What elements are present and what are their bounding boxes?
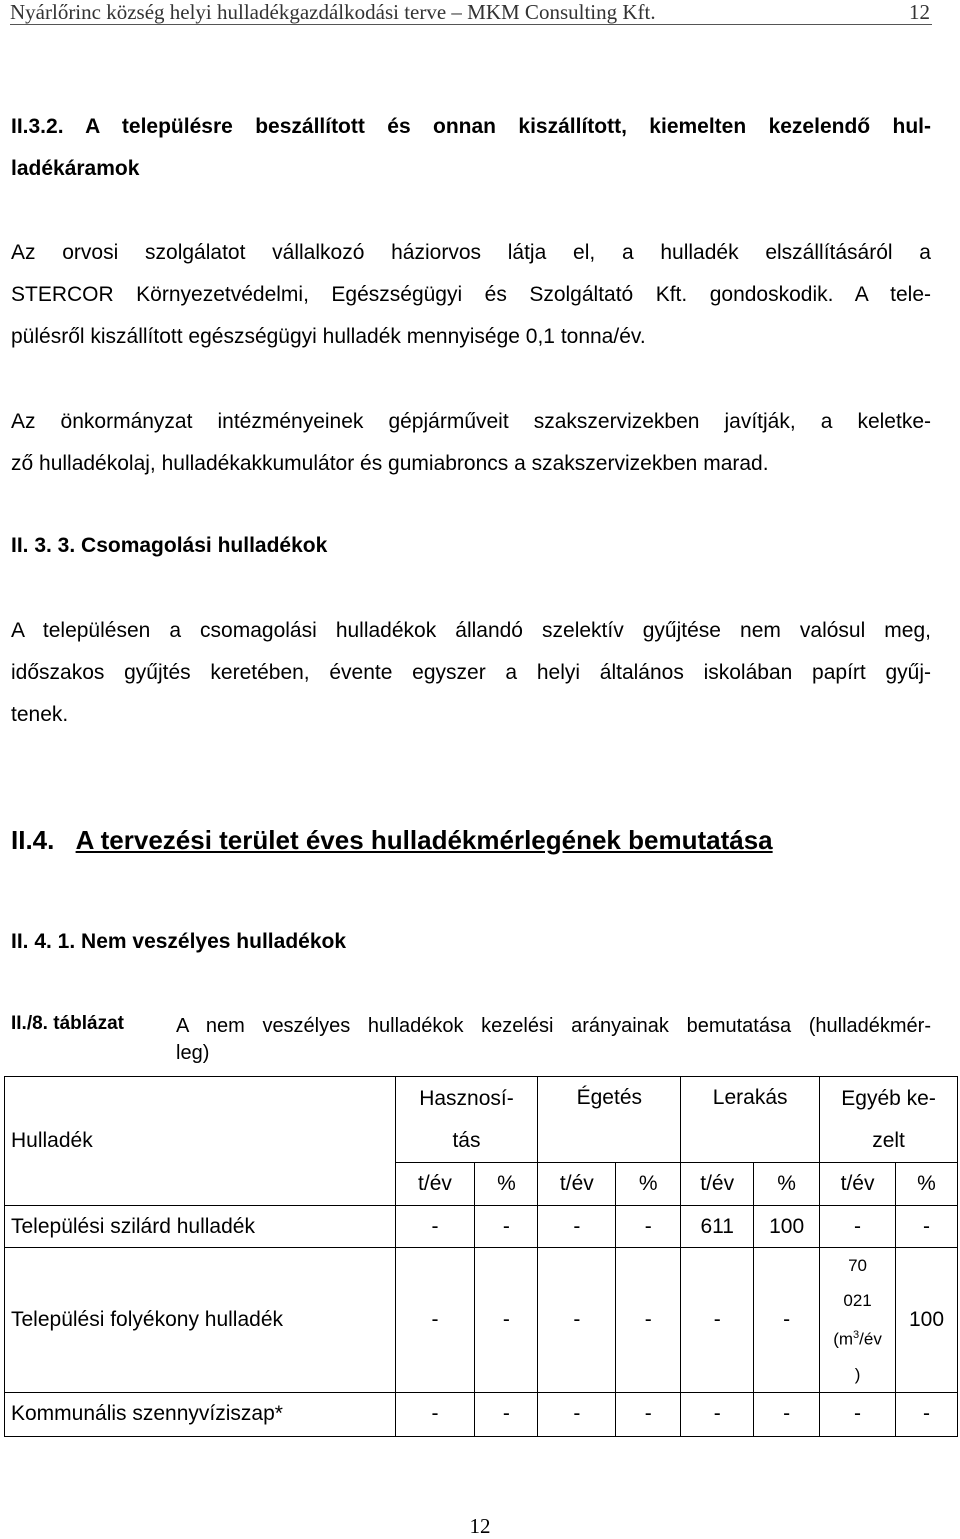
header-line: Egyéb ke- [841, 1086, 936, 1110]
unit-exponent: 3 [853, 1329, 860, 1341]
paragraph-line: pülésről kiszállított egészségügyi hulladék mennyisége 0,1 tonna/év. [11, 325, 646, 348]
table-cell: - [896, 1206, 958, 1248]
header-line: zelt [872, 1128, 905, 1152]
waste-balance-table [4, 1076, 958, 1437]
row-label: Kommunális szennyvíziszap* [5, 1392, 396, 1436]
paragraph-line: időszakos gyűjtés keretében, évente egyszer a helyi általános iskolában papírt gyűj- [11, 661, 931, 684]
caption-line: leg) [176, 1042, 210, 1064]
table-cell: - [475, 1248, 538, 1393]
table-cell: - [820, 1206, 896, 1248]
unit-text: /év [859, 1329, 882, 1349]
table-row [5, 1392, 958, 1436]
row-label: Települési folyékony hulladék [5, 1248, 396, 1393]
table-cell: - [820, 1392, 896, 1436]
unit-header: % [475, 1163, 538, 1206]
paragraph-line: tenek. [11, 703, 69, 726]
table-row [5, 1248, 958, 1393]
table-row [5, 1206, 958, 1248]
section-heading-4-1: II. 4. 1. Nem veszélyes hulladékok [11, 930, 347, 953]
table-cell: - [754, 1392, 820, 1436]
table-cell: - [395, 1206, 475, 1248]
table-cell-multiline [820, 1248, 896, 1393]
unit-header: t/év [820, 1163, 896, 1206]
section-title: A tervezési terület éves hulladékmérlegének bemutatása [75, 825, 773, 855]
table-cell: - [681, 1392, 754, 1436]
header-line: tás [452, 1128, 481, 1152]
table-cell: - [896, 1392, 958, 1436]
unit-header: t/év [681, 1163, 754, 1206]
table-cell: 100 [754, 1206, 820, 1248]
table-cell: - [616, 1392, 681, 1436]
row-label: Települési szilárd hulladék [5, 1206, 396, 1248]
table-cell: - [395, 1248, 475, 1393]
cell-line: 70 [848, 1256, 867, 1275]
table-header-other [820, 1077, 958, 1163]
table-header-landfill: Lerakás [681, 1077, 820, 1163]
caption-line: A nem veszélyes hulladékok kezelési arányainak bemutatása (hulladékmér- [176, 1015, 931, 1037]
document-title: Nyárlőrinc község helyi hulladékgazdálkodási terve – MKM Consulting Kft. [10, 0, 656, 24]
header-line: Hasznosí- [419, 1086, 514, 1110]
table-cell: - [475, 1206, 538, 1248]
table-cell: - [754, 1248, 820, 1393]
table-cell: - [538, 1248, 616, 1393]
unit-text: (m [833, 1329, 854, 1349]
paragraph-line: Az önkormányzat intézményeinek gépjárműveit szakszervizekben javítják, a keletke- [11, 410, 931, 433]
paragraph-line: ző hulladékolaj, hulladékakkumulátor és gumiabroncs a szakszervizekben marad. [11, 452, 769, 475]
table-cell: - [616, 1248, 681, 1393]
cell-line: ) [854, 1364, 861, 1384]
paragraph-line: Az orvosi szolgálatot vállalkozó háziorvos látja el, a hulladék elszállításáról a [11, 241, 931, 264]
paragraph-vehicle-waste [11, 401, 931, 485]
footer-page-number: 12 [469, 1514, 491, 1538]
paragraph-line: STERCOR Környezetvédelmi, Egészségügyi és Szolgáltató Kft. gondoskodik. A tele- [11, 283, 931, 306]
heading-line: II.3.2. A településre beszállított és onnan kiszállított, kiemelten kezelendő hul- [11, 115, 931, 138]
table-cell: - [538, 1392, 616, 1436]
unit-header: t/év [395, 1163, 475, 1206]
section-heading-4 [11, 825, 773, 856]
section-heading-3-2 [11, 106, 931, 190]
table-cell: - [475, 1392, 538, 1436]
table-header-waste: Hulladék [5, 1077, 396, 1206]
cell-line [820, 1318, 895, 1357]
section-heading-3-3: II. 3. 3. Csomagolási hulladékok [11, 534, 328, 557]
table-cell: 611 [681, 1206, 754, 1248]
table-caption-text [176, 1013, 931, 1067]
table-cell: - [616, 1206, 681, 1248]
unit-header: % [754, 1163, 820, 1206]
section-number: II.4. [11, 825, 55, 855]
paragraph-medical-waste [11, 232, 931, 358]
table-cell: 100 [896, 1248, 958, 1393]
table-cell: - [681, 1248, 754, 1393]
table-cell: - [538, 1206, 616, 1248]
table-header-recovery [395, 1077, 538, 1163]
table-cell: - [395, 1392, 475, 1436]
table-header-incineration: Égetés [538, 1077, 681, 1163]
paragraph-line: A településen a csomagolási hulladékok állandó szelektív gyűjtése nem valósul meg, [11, 619, 931, 642]
unit-header: % [616, 1163, 681, 1206]
heading-line: ladékáramok [11, 157, 140, 180]
unit-header: % [896, 1163, 958, 1206]
unit-header: t/év [538, 1163, 616, 1206]
page-header [10, 0, 932, 25]
header-page-number: 12 [909, 0, 930, 24]
cell-line: 021 [843, 1291, 872, 1310]
table-caption-label: II./8. táblázat [11, 1013, 124, 1034]
paragraph-packaging-waste [11, 610, 931, 736]
